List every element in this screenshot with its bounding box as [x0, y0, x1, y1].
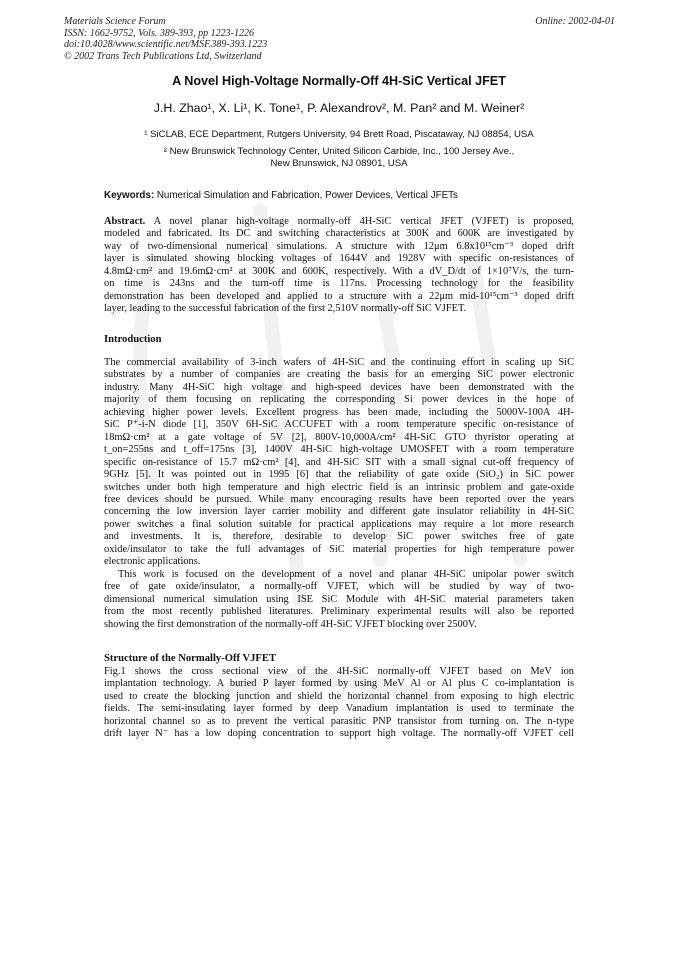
text-line: SiC P⁺-i-N diode [1], 350V 6H-SiC ACCUFET with a room temperature specific on-resistance of: [104, 419, 574, 431]
text-line: 9GHz [5]. It was pointed out in 1995 [6] that the reliability of gate oxide (SiO₂) in SiC power: [104, 469, 574, 481]
text-line: substrates by a number of companies are creating the basis for an emerging SiC power electronic: [104, 369, 574, 381]
section-heading-structure: Structure of the Normally-Off VJFET: [104, 653, 277, 664]
text-line: t_on=255ns and t_off=175ns [3], 1400V 4H-SiC high-voltage UMOSFET with a room temperature: [104, 444, 574, 456]
intro-paragraph-1: [104, 357, 574, 569]
text-line: used to create the blocking junction and shield the horizontal channel from exposing to high electric: [104, 690, 574, 702]
abstract-line: layer, leading to the successful fabrication of the first 2,510V normally-off SiC VJFET.: [104, 303, 467, 315]
abstract-line: on time is 243ns and the turn-off time is 117ns. Processing technology for the feasibility: [104, 278, 574, 290]
online-date: Online: 2002-04-01: [535, 16, 615, 27]
keywords: [104, 190, 458, 201]
keywords-text: Numerical Simulation and Fabrication, Power Devices, Vertical JFETs: [154, 190, 458, 201]
text-line: dimensional numerical simulation using ISE SiC Module with 4H-SiC material parameters taken: [104, 593, 574, 605]
text-line: implantation technology. A buried P layer formed by using MeV Al or Al plus C co-implantation is: [104, 678, 574, 690]
text-line: power switches a final solution suitable for practical applications may require a lot more research: [104, 518, 574, 530]
text-line: The commercial availability of 3-inch wafers of 4H-SiC and the continuing effort in scaling up SiC: [104, 357, 574, 368]
text-line: from the most recently published literatures. Preliminary experimental results will also be reported: [104, 606, 574, 618]
abstract-line: demonstration has been developed and applied to a structure with a 22μm mid-10¹⁵cm⁻³ doped drift: [104, 290, 574, 302]
text-line: free devices should be pursued. While many encouraging results have been reported over the years: [104, 493, 574, 505]
doi-line: doi:10.4028/www.scientific.net/MSF.389-393.1223: [64, 39, 268, 51]
affiliation-2: [0, 146, 678, 170]
section-heading-introduction: Introduction: [104, 334, 162, 345]
text-line: fields. The semi-insulating layer formed by deep Vanadium implantation is used to terminate the: [104, 703, 574, 715]
abstract-label: Abstract.: [104, 216, 146, 227]
abstract-line: way of two-dimensional numerical simulations. A structure with 12μm 6.8x10¹⁵cm⁻³ doped drift: [104, 240, 574, 252]
text-line: oxide/insulator to take the full advantages of SiC material properties for high temperature power: [104, 543, 574, 555]
text-line: concerning the low inversion layer carrier mobility and different gate insulator reliability in 4H-SiC: [104, 506, 574, 518]
text-line: majority of them focusing on replicating the corresponding Si power devices in the hope of: [104, 394, 574, 406]
text-line: This work is focused on the development of a novel and planar 4H-SiC unipolar power switch: [118, 569, 574, 580]
text-line: Fig.1 shows the cross sectional view of the 4H-SiC normally-off VJFET based on MeV ion: [104, 666, 574, 677]
text-line: horizontal channel so as to prevent the vertical parasitic PNP transistor from turning on. The n-type: [104, 715, 574, 727]
affiliation-2-line-2: New Brunswick, NJ 08901, USA: [270, 158, 408, 169]
text-line: free of gate oxide/insulator, a normally-off VJFET, which will be studied by way of two-: [104, 581, 574, 593]
abstract: [104, 216, 574, 316]
copyright-line: © 2002 Trans Tech Publications Ltd, Switzerland: [64, 50, 262, 62]
text-line: industry. Many 4H-SiC high voltage and high-speed devices have been demonstrated with the: [104, 381, 574, 393]
abstract-line: Abstract. A novel planar high-voltage normally-off 4H-SiC vertical JFET (VJFET) is proposed,: [104, 216, 574, 227]
text-line: electronic applications.: [104, 556, 201, 568]
affiliation-2-line-1: ² New Brunswick Technology Center, United Silicon Carbide, Inc., 100 Jersey Ave.,: [163, 146, 515, 157]
text-line: drift layer N⁻ has a low doping concentration to support high voltage. The normally-off VJFET cell: [104, 728, 574, 740]
text-line: 18mΩ·cm² at a gate voltage of 5V [2], 800V-10,000A/cm² 4H-SiC GTO thyristor operating at: [104, 431, 574, 443]
text-line: switches under both high temperature and high electric field is an intrinsic problem and gate-oxide: [104, 481, 574, 493]
issn-line: ISSN: 1662-9752, Vols. 389-393, pp 1223-1226: [64, 27, 254, 39]
text-line: and investments. It is, therefore, desirable to develop SiC power switches free of gate: [104, 531, 574, 543]
keywords-label: Keywords:: [104, 190, 155, 201]
abstract-line: layer is simulated showing blocking voltages of 1644V and 1928V with specific on-resistances of: [104, 253, 574, 265]
journal-name: Materials Science Forum: [64, 16, 166, 27]
abstract-line: 4.8mΩ·cm² and 19.6mΩ·cm² at 300K and 600K, respectively. With a dV_D/dt of 1×10⁷V/s, the turn-: [104, 265, 574, 277]
abstract-line: modeled and fabricated. Its DC and switching characteristics at 300K and 600K are investigated by: [104, 228, 574, 240]
intro-paragraph-2: [104, 569, 574, 631]
text-line: achieving higher power levels. Excellent progress has been made, including the 5000V-100A 4H-: [104, 406, 574, 418]
journal-header: [64, 16, 267, 62]
paper-title: A Novel High-Voltage Normally-Off 4H-SiC Vertical JFET: [172, 74, 506, 88]
structure-paragraph: [104, 666, 574, 741]
affiliation-1: ¹ SiCLAB, ECE Department, Rutgers University, 94 Brett Road, Piscataway, NJ 08854, USA: [144, 129, 534, 140]
author-list: J.H. Zhao¹, X. Li¹, K. Tone¹, P. Alexandrov², M. Pan² and M. Weiner²: [153, 101, 525, 115]
text-line: showing the first demonstration of the normally-off 4H-SiC VJFET blocking over 2500V.: [104, 618, 477, 630]
text-line: specific on-resistance of 15.7 mΩ·cm² [4], and 4H-SiC SIT with a small signal cut-off frequency of: [104, 456, 574, 468]
